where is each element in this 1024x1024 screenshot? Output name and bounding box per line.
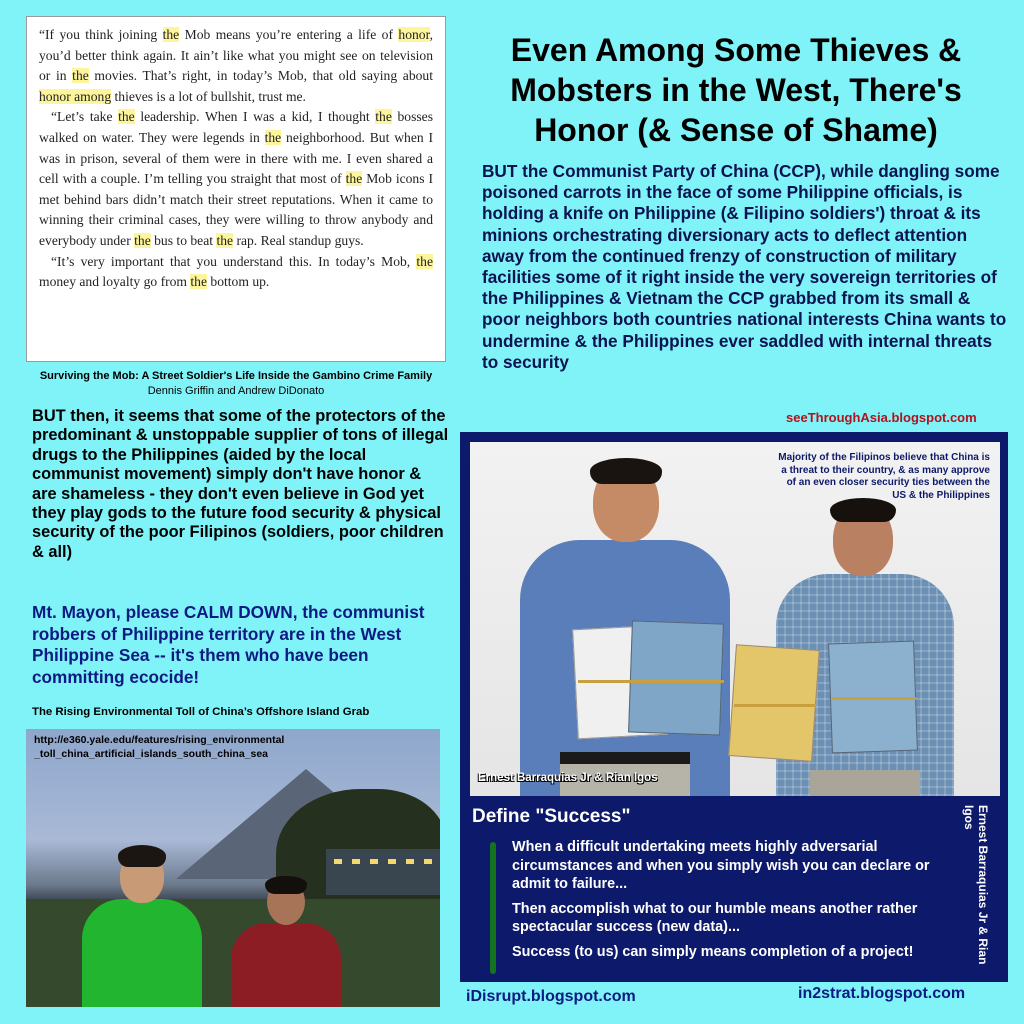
define-paragraph-1: When a difficult undertaking meets highly adversarial circumstances and when you simply wish you can declare or admit to failure...: [512, 839, 930, 893]
survey-text: Majority of the Filipinos believe that China is a threat to their country, & as many approve of an even closer security ties between the US & the Philippines: [778, 452, 990, 501]
in2strat-blog-link[interactable]: in2strat.blogspot.com: [798, 985, 966, 1002]
vertical-names-text: Ernest Barraquias Jr & Rian Igos: [962, 805, 990, 965]
page-title: Even Among Some Thieves & Mobsters in the West, There's Honor (& Sense of Shame): [510, 32, 962, 148]
book-paragraph-2: “Let’s take the leadership. When I was a kid, I thought the bosses walked on water. They were legends in the neighborhood. But when I was in prison, several of them were in there with me. I even shared a cell with a couple. I’m telling you straight that most of the Mob icons I met behind bars didn’t match their street reputations. When it came to winning their criminal cases, they were willing to throw anybody and everybody under the bus to beat the rap. Real standup guys.: [39, 109, 433, 248]
window-light: [370, 859, 378, 864]
book-paragraph-3: “It’s very important that you understand this. In today’s Mob, the money and loyalty go from the bottom up.: [39, 253, 433, 290]
window-light: [388, 859, 396, 864]
book-caption-authors: Dennis Griffin and Andrew DiDonato: [147, 385, 325, 397]
define-success-text: [512, 838, 952, 962]
highlight: the: [190, 274, 207, 290]
highlight: the: [72, 68, 89, 84]
toll-article-title: The Rising Environmental Toll of China’s Offshore Island Grab: [32, 706, 370, 718]
window-light: [424, 859, 432, 864]
book-paragraph-1: “If you think joining the Mob means you’re entering a life of honor, you’d better think again. It ain’t like what you might see on television or in the movies. That’s right, in today’s Mob, that old saying about honor among thieves is a lot of bullshit, trust me.: [39, 27, 433, 104]
highlight: honor among: [39, 88, 112, 104]
person-red-shirt: [231, 879, 341, 1007]
define-paragraph-3: Success (to us) can simply means completion of a project!: [512, 943, 914, 960]
green-accent-bar: [490, 842, 496, 974]
protectors-text: BUT then, it seems that some of the protectors of the predominant & unstoppable supplier of tons of illegal drugs to the Philippines (aided by the local communist movement) simply don't have honor & are shameless - they don't even believe in God yet they play gods to the future food security & physical security of the poor Filipinos (soldiers, poor children & all): [32, 407, 449, 561]
ribbon: [734, 704, 816, 707]
building-shape: [326, 849, 440, 895]
highlight: the: [345, 171, 363, 187]
book-excerpt: [26, 16, 446, 362]
people-with-books-photo: [470, 442, 1000, 796]
book-caption-title: Surviving the Mob: A Street Soldier's Life Inside the Gambino Crime Family: [39, 370, 433, 382]
mayon-text: Mt. Mayon, please CALM DOWN, the communist robbers of Philippine territory are in the West Philippine Sea -- it's them who have been committing ecocide!: [32, 602, 425, 687]
highlight: the: [375, 109, 392, 125]
window-light: [406, 859, 414, 864]
vertical-names: [960, 805, 1000, 975]
person-green-shirt: [82, 849, 202, 1007]
define-paragraph-2: Then accomplish what to our humble means another rather spectacular success (new data)...: [512, 900, 918, 936]
notebook-yellow: [728, 644, 820, 762]
highlight: the: [264, 129, 282, 145]
highlight: the: [216, 232, 234, 248]
window-light: [352, 859, 360, 864]
ribbon: [832, 697, 916, 700]
highlight: the: [162, 27, 180, 42]
define-success-title: Define "Success": [472, 806, 631, 827]
highlight: honor: [398, 27, 430, 42]
highlight: the: [416, 253, 433, 269]
ribbon: [578, 680, 724, 683]
window-light: [334, 859, 342, 864]
ccp-text: BUT the Communist Party of China (CCP), while dangling some poisoned carrots in the face of some Philippine officials, is holding a knife on Philippine (& Filipino soldiers') throat & its minions orchestrating diversionary acts to deflect attention away from the continued frenzy of construction of military facilities some of it right inside the very sovereign territories of the Philippines & Vietnam the CCP grabbed from its small & poor neighbors both countries national interests China wants to undermine & the Philippines ever saddled with internal threats to security: [482, 161, 1007, 372]
article-url[interactable]: http://e360.yale.edu/features/rising_environmental _toll_china_artificial_islands_south_china_sea: [34, 734, 285, 760]
highlight: the: [118, 109, 135, 125]
highlight: the: [134, 232, 151, 248]
idisrupt-blog-link[interactable]: iDisrupt.blogspot.com: [466, 988, 636, 1005]
notebook-blue: [628, 620, 724, 735]
mayon-photo: [26, 729, 440, 1007]
seethroughasia-blog-link[interactable]: seeThroughAsia.blogspot.com: [786, 410, 977, 425]
photo-names-caption: Ernest Barraquias Jr & Rian Igos: [478, 772, 658, 784]
